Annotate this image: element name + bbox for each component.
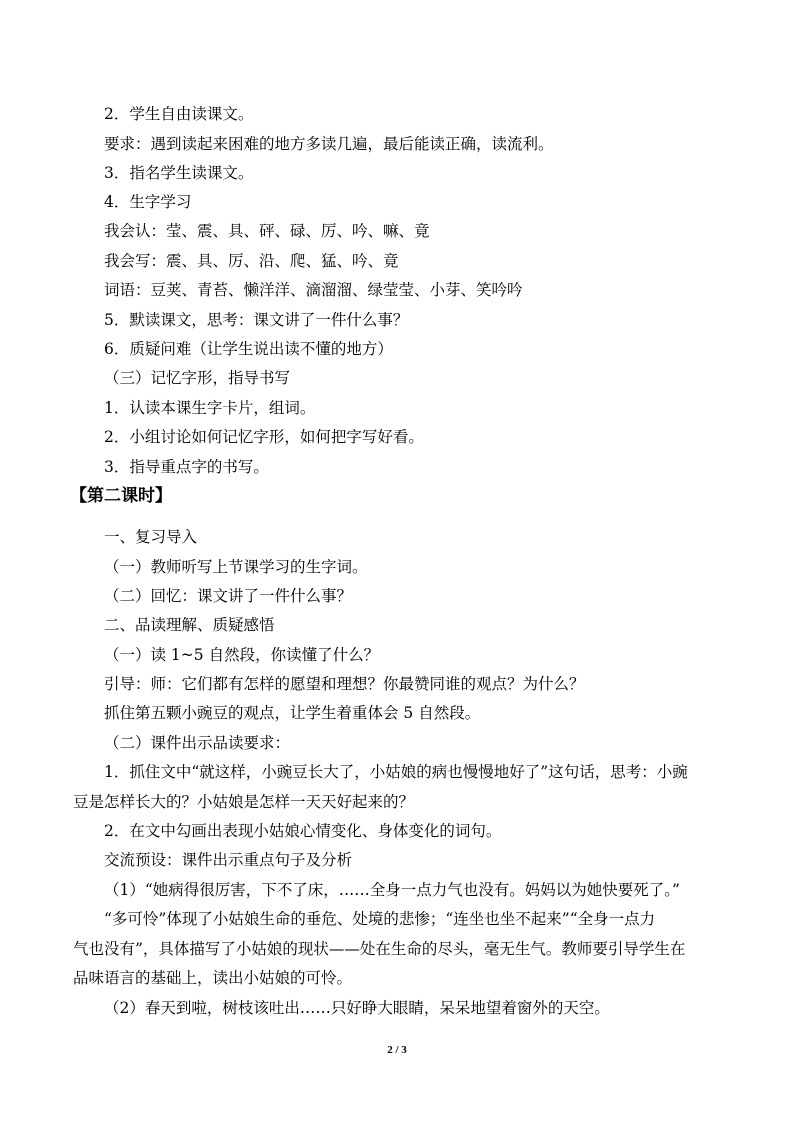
text-line: 2．小组讨论如何记忆字形，如何把字写好看。 — [104, 428, 424, 446]
text-line: 交流预设：课件出示重点句子及分析 — [104, 851, 353, 869]
text-line: 4．生字学习 — [104, 193, 192, 211]
text-line: 气也没有”，具体描写了小姑娘的现状——处在生命的尽头，毫无生气。教师要引导学生在 — [73, 940, 686, 958]
text-line: 词语：豆荚、青苔、懒洋洋、滴溜溜、绿莹莹、小芽、笑吟吟 — [104, 281, 523, 299]
text-line: （一）读 1~5 自然段，你读懂了什么？ — [104, 646, 380, 664]
text-line: （二）课件出示品读要求： — [104, 734, 291, 752]
text-line: 要求：遇到读起来困难的地方多读几遍，最后能读正确，读流利。 — [104, 135, 554, 153]
text-line: 6．质疑问难（让学生说出读不懂的地方） — [104, 340, 393, 358]
text-line: 3．指导重点字的书写。 — [104, 458, 269, 476]
text-line: 2．学生自由读课文。 — [104, 105, 254, 123]
text-line: 5．默读课文，思考：课文讲了一件什么事？ — [104, 311, 409, 329]
text-line: 我会认：莹、震、具、砰、碌、厉、吟、嘛、竟 — [104, 222, 430, 240]
text-line: 二、品读理解、质疑感悟 — [104, 616, 275, 634]
text-line: 引导：师：它们都有怎样的愿望和理想？你最赞同谁的观点？为什么？ — [104, 675, 585, 693]
text-line: 我会写：震、具、厉、沿、爬、猛、吟、竟 — [104, 252, 399, 270]
text-line: （二）回忆：课文讲了一件什么事？ — [104, 587, 353, 605]
text-line: 豆是怎样长大的？小姑娘是怎样一天天好起来的？ — [73, 793, 415, 811]
text-line: （三）记忆字形，指导书写 — [104, 369, 291, 387]
text-line: 1．认读本课生字卡片，组词。 — [104, 399, 316, 417]
text-line: 1．抓住文中“就这样，小豌豆长大了，小姑娘的病也慢慢地好了”这句话，思考：小豌 — [104, 763, 688, 781]
text-line: （2）春天到啦，树枝该吐出……只好睁大眼睛，呆呆地望着窗外的天空。 — [104, 999, 610, 1017]
text-line: （一）教师听写上节课学习的生字词。 — [104, 558, 368, 576]
text-line: 3．指名学生读课文。 — [104, 164, 254, 182]
text-line: 一、复习导入 — [104, 528, 198, 546]
text-line: 抓住第五颗小豌豆的观点，让学生着重体会 5 自然段。 — [104, 704, 481, 722]
section-heading: 【第二课时】 — [70, 486, 172, 506]
text-line: 品味语言的基础上，读出小姑娘的可怜。 — [73, 969, 353, 987]
text-line: “多可怜”体现了小姑娘生命的垂危、处境的悲惨；“连坐也坐不起来”“全身一点力 — [104, 910, 656, 928]
text-line: 2．在文中勾画出表现小姑娘心情变化、身体变化的词句。 — [104, 822, 502, 840]
page-number: 2 / 3 — [387, 1044, 407, 1056]
text-line: （1）“她病得很厉害，下不了床，……全身一点力气也没有。妈妈以为她快要死了。” — [104, 881, 680, 899]
